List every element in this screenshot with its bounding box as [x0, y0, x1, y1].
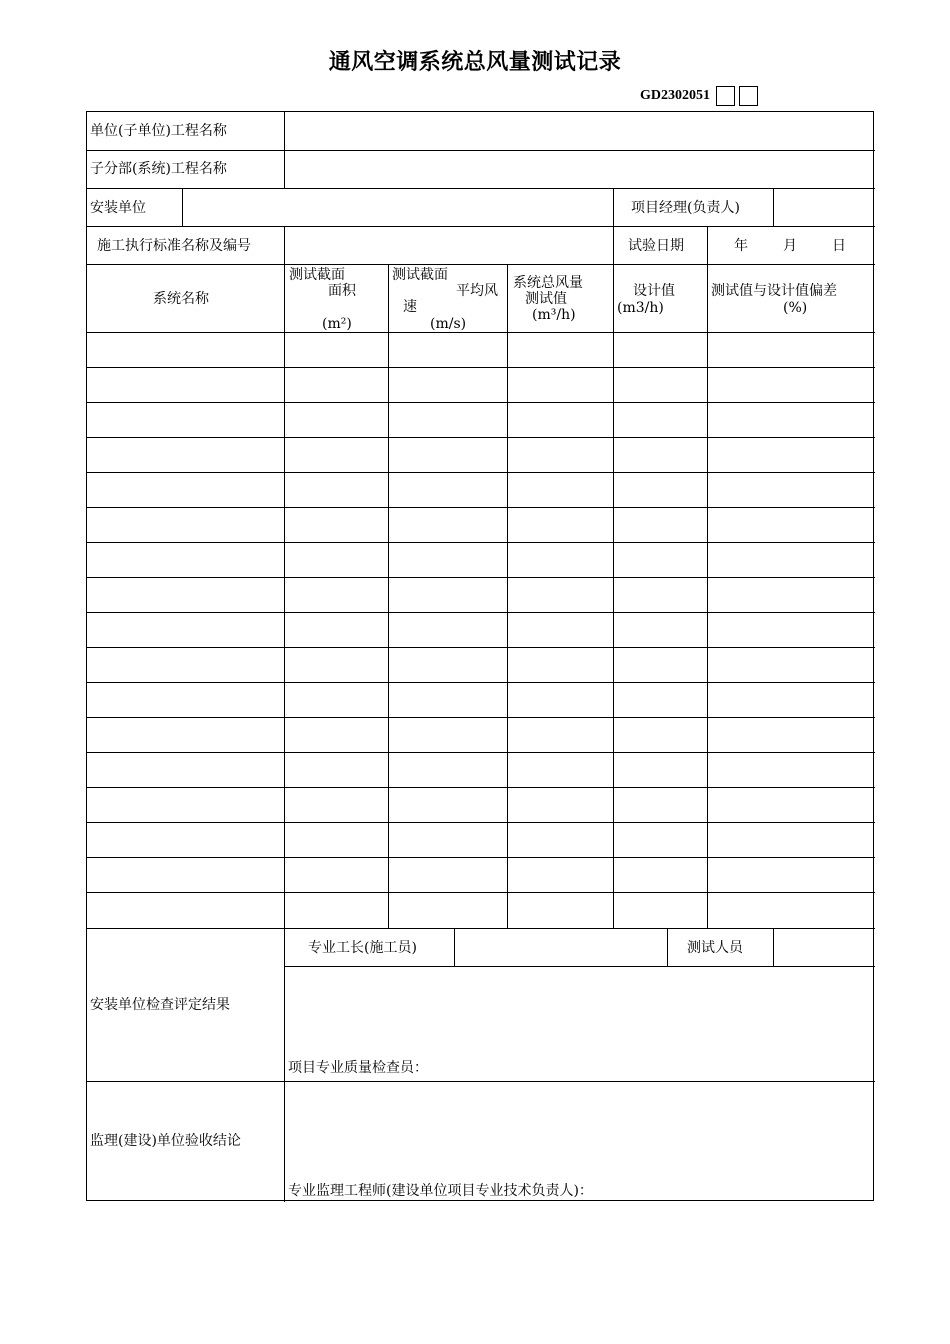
- table-cell[interactable]: [508, 893, 612, 926]
- table-cell[interactable]: [389, 508, 506, 541]
- table-cell[interactable]: [285, 648, 387, 681]
- col-deviation-line1: 测试值与设计值偏差: [711, 283, 837, 299]
- col-design-line1: 设计值: [633, 283, 675, 299]
- unit-project-label: 单位(子单位)工程名称: [90, 123, 227, 139]
- table-cell[interactable]: [508, 788, 612, 821]
- table-cell[interactable]: [389, 473, 506, 506]
- col-deviation-unit: (%): [783, 300, 808, 316]
- table-cell[interactable]: [88, 823, 283, 856]
- table-cell[interactable]: [88, 648, 283, 681]
- table-cell[interactable]: [708, 508, 874, 541]
- table-cell[interactable]: [88, 613, 283, 646]
- table-cell[interactable]: [614, 403, 706, 436]
- table-cell[interactable]: [614, 473, 706, 506]
- table-cell[interactable]: [508, 648, 612, 681]
- date-year-label: 年: [734, 238, 748, 254]
- table-cell[interactable]: [285, 788, 387, 821]
- table-cell[interactable]: [285, 543, 387, 576]
- form-code: GD2302051: [640, 88, 710, 103]
- table-cell[interactable]: [285, 753, 387, 786]
- table-cell[interactable]: [708, 578, 874, 611]
- table-cell[interactable]: [88, 788, 283, 821]
- table-cell[interactable]: [508, 613, 612, 646]
- table-cell[interactable]: [285, 508, 387, 541]
- table-cell[interactable]: [614, 613, 706, 646]
- table-cell[interactable]: [508, 508, 612, 541]
- table-cell[interactable]: [285, 613, 387, 646]
- table-cell[interactable]: [88, 858, 283, 891]
- table-cell[interactable]: [389, 578, 506, 611]
- table-cell[interactable]: [508, 858, 612, 891]
- table-cell[interactable]: [285, 578, 387, 611]
- table-cell[interactable]: [508, 438, 612, 471]
- table-cell[interactable]: [614, 648, 706, 681]
- tester-field[interactable]: [774, 929, 874, 966]
- supervision-result-label: 监理(建设)单位验收结论: [90, 1133, 241, 1149]
- col-total-unit: (m³/h): [532, 307, 576, 323]
- table-cell[interactable]: [508, 753, 612, 786]
- table-cell[interactable]: [88, 438, 283, 471]
- table-cell[interactable]: [708, 648, 874, 681]
- table-cell[interactable]: [389, 333, 506, 366]
- table-cell[interactable]: [285, 683, 387, 716]
- table-cell[interactable]: [88, 543, 283, 576]
- table-cell[interactable]: [708, 438, 874, 471]
- col-area-line2: 面积: [328, 283, 356, 299]
- col-speed-line3: 速: [403, 299, 417, 315]
- table-cell[interactable]: [285, 473, 387, 506]
- table-cell[interactable]: [708, 858, 874, 891]
- table-cell[interactable]: [708, 753, 874, 786]
- table-cell[interactable]: [614, 893, 706, 926]
- table-cell[interactable]: [285, 718, 387, 751]
- table-cell[interactable]: [614, 753, 706, 786]
- table-cell[interactable]: [389, 753, 506, 786]
- table-cell[interactable]: [708, 473, 874, 506]
- table-cell[interactable]: [389, 403, 506, 436]
- table-cell[interactable]: [614, 683, 706, 716]
- table-cell[interactable]: [88, 683, 283, 716]
- table-cell[interactable]: [88, 403, 283, 436]
- quality-inspector-label: 项目专业质量检查员：: [288, 1060, 428, 1076]
- table-cell[interactable]: [389, 683, 506, 716]
- supervisor-label: 专业监理工程师(建设单位项目专业技术负责人)：: [288, 1183, 593, 1199]
- foreman-label: 专业工长(施工员): [308, 940, 417, 956]
- sub-project-label: 子分部(系统)工程名称: [90, 161, 227, 177]
- table-cell[interactable]: [285, 403, 387, 436]
- table-cell[interactable]: [708, 613, 874, 646]
- date-month-label: 月: [783, 238, 797, 254]
- table-cell[interactable]: [88, 508, 283, 541]
- table-cell[interactable]: [708, 718, 874, 751]
- table-cell[interactable]: [389, 718, 506, 751]
- table-cell[interactable]: [614, 823, 706, 856]
- table-cell[interactable]: [614, 438, 706, 471]
- table-cell[interactable]: [708, 543, 874, 576]
- table-cell[interactable]: [614, 858, 706, 891]
- table-cell[interactable]: [88, 473, 283, 506]
- table-cell[interactable]: [614, 333, 706, 366]
- table-cell[interactable]: [508, 473, 612, 506]
- date-day-label: 日: [832, 238, 846, 254]
- test-date-label: 试验日期: [628, 238, 684, 254]
- table-cell[interactable]: [614, 368, 706, 401]
- table-cell[interactable]: [614, 578, 706, 611]
- table-cell[interactable]: [389, 438, 506, 471]
- table-cell[interactable]: [389, 543, 506, 576]
- col-total-line2: 测试值: [525, 291, 567, 307]
- project-manager-field[interactable]: [774, 189, 874, 226]
- table-cell[interactable]: [389, 648, 506, 681]
- table-cell[interactable]: [285, 438, 387, 471]
- table-cell[interactable]: [88, 333, 283, 366]
- table-cell[interactable]: [708, 823, 874, 856]
- standard-label: 施工执行标准名称及编号: [97, 238, 251, 254]
- form-code-row: [640, 84, 758, 108]
- table-cell[interactable]: [389, 823, 506, 856]
- col-system-name: 系统名称: [153, 291, 209, 307]
- col-speed-line2: 平均风: [456, 283, 498, 299]
- table-cell[interactable]: [389, 893, 506, 926]
- table-cell[interactable]: [708, 368, 874, 401]
- table-cell[interactable]: [508, 823, 612, 856]
- unit-project-field[interactable]: [285, 112, 874, 150]
- table-cell[interactable]: [508, 578, 612, 611]
- table-cell[interactable]: [508, 333, 612, 366]
- foreman-field[interactable]: [455, 929, 667, 966]
- col-design-unit: (m3/h): [617, 300, 664, 316]
- table-cell[interactable]: [708, 893, 874, 926]
- table-cell[interactable]: [508, 543, 612, 576]
- tester-label: 测试人员: [687, 940, 743, 956]
- install-unit-label: 安装单位: [90, 200, 146, 216]
- col-speed-line1: 测试截面: [392, 267, 448, 283]
- table-cell[interactable]: [614, 543, 706, 576]
- table-cell[interactable]: [708, 683, 874, 716]
- col-area-unit: (m²): [322, 316, 352, 332]
- table-cell[interactable]: [389, 858, 506, 891]
- code-suffix-box-2[interactable]: [739, 86, 758, 106]
- table-cell[interactable]: [614, 508, 706, 541]
- table-cell[interactable]: [614, 788, 706, 821]
- table-cell[interactable]: [389, 613, 506, 646]
- table-cell[interactable]: [285, 823, 387, 856]
- table-cell[interactable]: [88, 368, 283, 401]
- table-cell[interactable]: [389, 788, 506, 821]
- col-speed-unit: (m/s): [430, 316, 467, 332]
- install-unit-field[interactable]: [183, 189, 612, 226]
- table-cell[interactable]: [285, 858, 387, 891]
- col-total-line1: 系统总风量: [513, 275, 583, 291]
- code-suffix-box-1[interactable]: [716, 86, 735, 106]
- table-cell[interactable]: [285, 893, 387, 926]
- table-cell[interactable]: [88, 893, 283, 926]
- table-cell[interactable]: [285, 368, 387, 401]
- table-cell[interactable]: [708, 403, 874, 436]
- install-result-label: 安装单位检查评定结果: [90, 997, 230, 1013]
- table-cell[interactable]: [88, 578, 283, 611]
- table-cell[interactable]: [508, 718, 612, 751]
- standard-field[interactable]: [285, 227, 612, 264]
- record-table: [86, 111, 874, 1201]
- project-manager-label: 项目经理(负责人): [631, 200, 740, 216]
- form-title: 通风空调系统总风量测试记录: [328, 50, 622, 75]
- table-cell[interactable]: [285, 333, 387, 366]
- table-cell[interactable]: [614, 718, 706, 751]
- table-cell[interactable]: [708, 788, 874, 821]
- table-cell[interactable]: [708, 333, 874, 366]
- table-cell[interactable]: [88, 753, 283, 786]
- table-cell[interactable]: [88, 718, 283, 751]
- table-cell[interactable]: [508, 683, 612, 716]
- table-cell[interactable]: [389, 368, 506, 401]
- sub-project-field[interactable]: [285, 151, 874, 188]
- table-cell[interactable]: [508, 368, 612, 401]
- col-area-line1: 测试截面: [289, 267, 345, 283]
- table-cell[interactable]: [508, 403, 612, 436]
